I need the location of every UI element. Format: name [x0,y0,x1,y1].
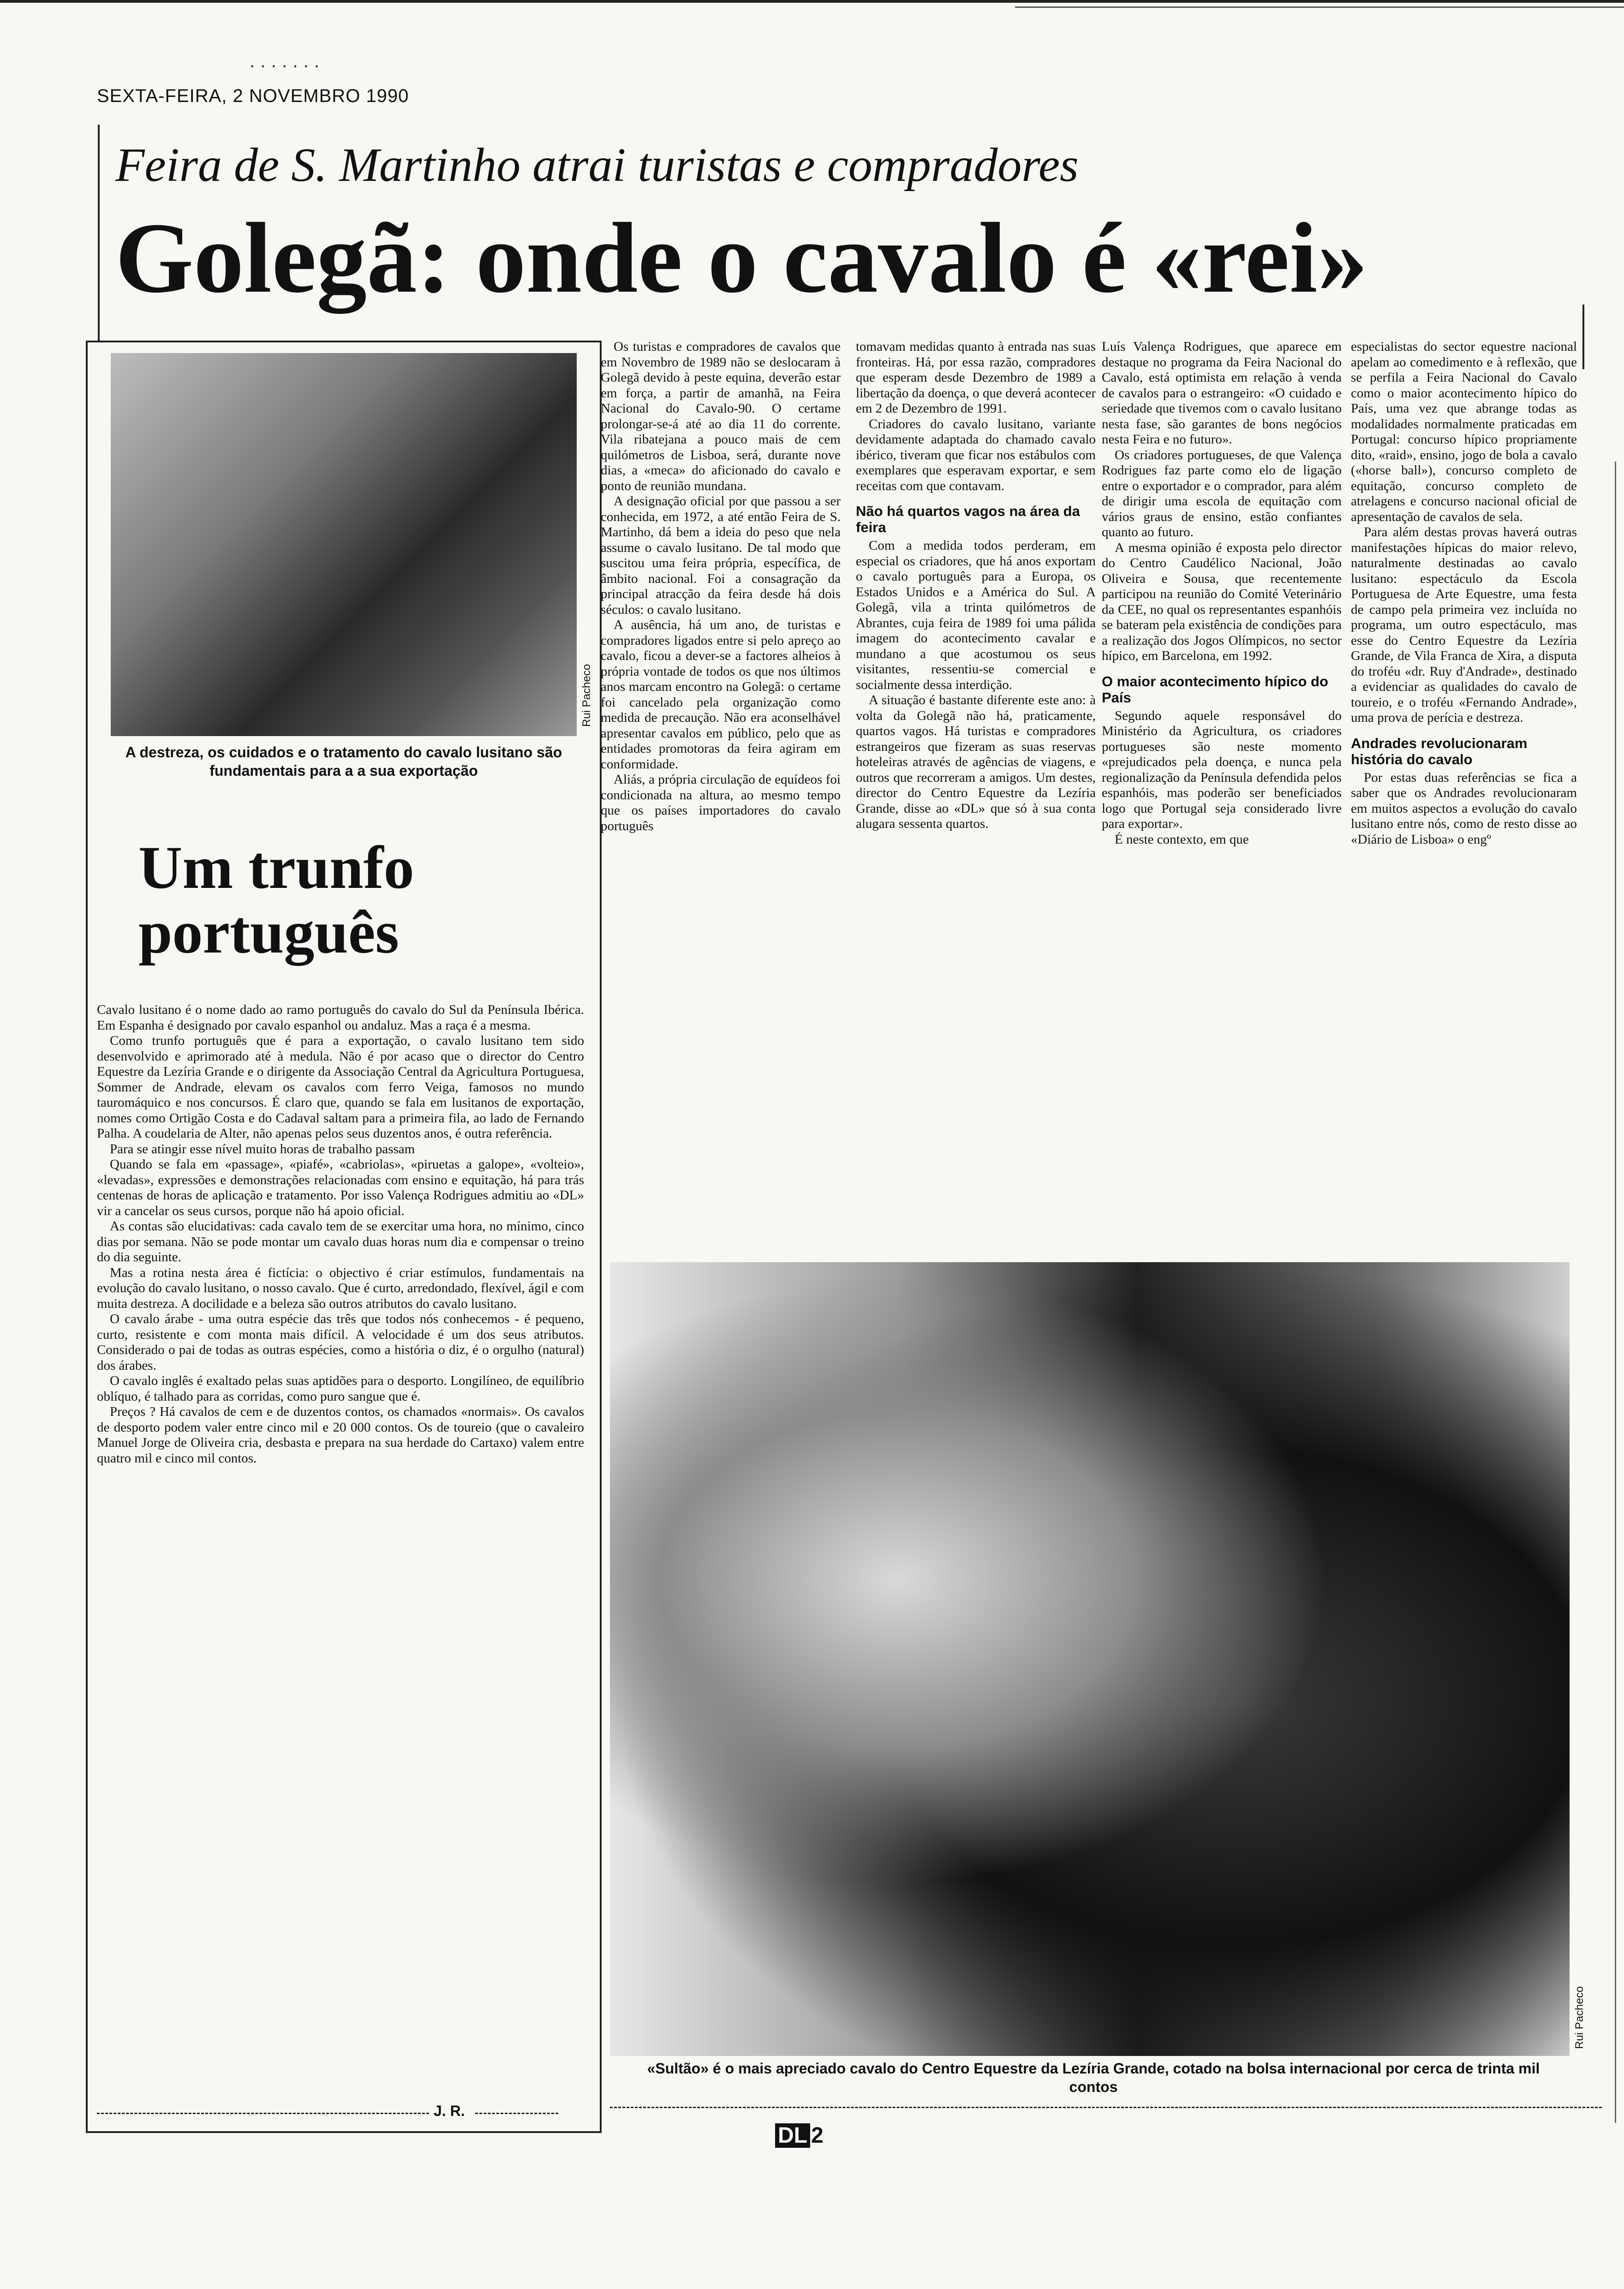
sidebar-photo-caption: A destreza, os cuidados e o tratamento do cavalo lusitano são fundamentais para a a sua exportação [125,744,562,779]
sidebar-photo-credit: Rui Pacheco [580,664,593,727]
sidebar-signature: J. R. [434,2103,465,2119]
sidebar-paragraph: Para se atingir esse nível muito horas de trabalho passam [110,1141,415,1156]
sidebar-paragraph: Como trunfo português que é para a exportação, o cavalo lusitano tem sido desenvolvido e aprimorado até à medula. Não é por acaso que o director do Centro Equestre da Lezíria Grande e o dirigente da Associação Central da Agricultura Portuguesa, Sommer de Andrade, elevam os cavalos com ferro Veiga, famosos no mundo tauromáquico e nos concursos. É claro que, quando se fala em lusitanos de exportação, nomes como Ortigão Costa e do Cadaval saltam para a primeira fila, ao lado de Fernando Palha. A coudelaria de Alter, não apenas pelos seus duzentos anos, é outra referência. [97,1033,584,1141]
article-paragraph: Aliás, a própria circulação de equídeos foi condicionada na altura, ao mesmo tempo que os países importadores do cavalo português [601,772,841,833]
article-paragraph: Para além destas provas haverá outras manifestações hípicas do maior relevo, naturalmente destinadas ao cavalo lusitano: espectáculo da Escola Portuguesa de Arte Equestre, uma festa de campo pela primeira vez incluída no programa, um outro espectáculo, mas esse do Centro Equestre da Lezíria Grande, de Vila Franca de Xira, a disputa do troféu «dr. Ruy d'Andrade», destinado a evidenciar as qualidades do cavalo de toureio, e o troféu «Fernando Andrade», uma prova de perícia e destreza. [1351,525,1577,725]
article-column-4 [1351,339,1577,1244]
article-headline: Golegã: onde o cavalo é «rei» [115,203,1368,314]
article-subheading: Não há quartos vagos na área da feira [856,503,1080,535]
article-paragraph: Os criadores portugueses, de que Valença Rodrigues faz parte como elo de ligação entre o exportador e o comprador, para além de dirigir uma escola de equitação com vários graus de ensino, estão confiantes quanto ao futuro. [1102,447,1342,539]
article-paragraph: É neste contexto, em que [1115,832,1249,847]
article-paragraph: Por estas duas referências se fica a saber que os Andrades revolucionaram em muitos aspectos a evolução do cavalo lusitano entre nós, como de resto disse ao «Diário de Lisboa» o engº [1351,770,1577,847]
headline-right-rule [1582,305,1584,369]
main-photo-bottom-dashes [610,2107,1602,2108]
sidebar-title [138,835,581,965]
article-column-2 [856,339,1096,1244]
sidebar-paragraph: O cavalo inglês é exaltado pelas suas aptidões para o desporto. Longilíneo, de equilíbrio oblíquo, é talhado para as corridas, como puro sangue que é. [97,1373,584,1404]
top-edge-rule [0,0,1624,3]
sidebar-title-line2: português [138,898,399,966]
article-paragraph: A ausência, há um ano, de turistas e compradores ligados entre si pelo apreço ao cavalo, ficou a dever-se a factores alheios à própria vontade de todos os que nos últimos anos marcam encontro na Golegã: o certame foi cancelado pela organização como medida de precaução. Não era aconselhável apresentar cavalos em público, pelo que as entidades promotoras da feira agiram em conformidade. [601,617,841,772]
sidebar-end-dashes [97,2113,429,2114]
article-paragraph: Os turistas e compradores de cavalos que em Novembro de 1989 não se deslocaram à Golegã devido à peste equina, deverão estar em força, a partir de amanhã, na Feira Nacional do Cavalo-90. O certame prolongar-se-á até ao dia 11 do corrente. Vila ribatejana a pouco mais de cem quilómetros de Lisboa, será, durante nove dias, a «meca» do aficionado do cavalo e ponto de reunião mundana. [601,339,841,493]
top-edge-rule-secondary [1015,6,1624,8]
article-paragraph: Segundo aquele responsável do Ministério da Agricultura, os criadores portugueses são neste momento «prejudicados pela doença, e nunca pela regionalização da Península defendida pelos espanhóis, mas poderão ser beneficiados logo que Portugal seja considerado livre para exportar». [1102,708,1342,831]
sidebar-paragraph: Cavalo lusitano é o nome dado ao ramo português do cavalo do Sul da Península Ibérica. Em Espanha é designado por cavalo espanhol ou andaluz. Mas a raça é a mesma. [97,1002,584,1033]
page-number-value: 2 [811,2123,824,2148]
scan-marks: · · · · · · · [249,56,320,77]
sidebar-title-line1: Um trunfo [138,833,414,901]
article-paragraph: A designação oficial por que passou a ser conhecida, em 1972, a até então Feira de S. Martinho, dá bem a ideia do peso que nela assume o cavalo lusitano. De tal modo que suscitou uma feira própria, específica, de âmbito nacional. Foi a consagração da principal atracção da feira desde há dois séculos: o cavalo lusitano. [601,494,841,617]
article-paragraph: Criadores do cavalo lusitano, variante devidamente adaptada do chamado cavalo ibérico, tiveram que ficar nos estábulos com exemplares que esperavam exportar, e sem receitas com que contavam. [856,416,1096,493]
article-paragraph: A mesma opinião é exposta pelo director do Centro Caudélico Nacional, João Oliveira e Sousa, que recentemente participou na reunião do Comité Veterinário da CEE, no qual os representantes espanhóis se bateram pela existência de condições para a realização dos Jogos Olímpicos, no sector hípico, em Barcelona, em 1992. [1102,540,1342,663]
page-number [775,2123,824,2148]
main-photo [610,1262,1570,2056]
sidebar-paragraph: As contas são elucidativas: cada cavalo tem de se exercitar uma hora, no mínimo, cinco dias por semana. Não se pode montar um cavalo duas horas num dia e compensar o treino do dia seguinte. [97,1219,584,1264]
headline-left-rule [98,125,100,342]
article-column-1 [601,339,841,1244]
article-paragraph: Luís Valença Rodrigues, que aparece em destaque no programa da Feira Nacional do Cavalo, está optimista em relação à venda de cavalos para o estrangeiro: «O cuidado e seriedade que tivemos com o cavalo lusitano nesta fase, são garantes de bons negócios nesta Feira e no futuro». [1102,339,1342,447]
main-photo-credit: Rui Pacheco [1573,1986,1586,2049]
sidebar-photo [111,353,577,736]
article-subheading: O maior acontecimento hípico do País [1102,673,1328,706]
article-subheading: Andrades revolucionaram história do cavalo [1351,735,1528,767]
article-kicker: Feira de S. Martinho atrai turistas e compradores [115,138,1079,192]
main-photo-caption: «Sultão» é o mais apreciado cavalo do Centro Equestre da Lezíria Grande, cotado na bolsa internacional por cerca de trinta mil contos [647,2060,1540,2095]
article-paragraph: especialistas do sector equestre nacional apelam ao comedimento e à reflexão, que se perfila a Feira Nacional do Cavalo como o maior acontecimento hípico do País, uma vez que abrange todas as modalidades normalmente praticadas em Portugal: concurso hípico propriamente dito, «raid», ensino, jogo de bola a cavalo («horse ball»), concurso completo de equitação, concurso completo de atrelagens e concurso nacional oficial de apresentação de cavalos de sela. [1351,339,1577,524]
sidebar-paragraph: O cavalo árabe - uma outra espécie das três que todos nós conhecemos - é pequeno, curto, resistente e com monta mais difícil. A velocidade é um dos seus atributos. Considerado o pai de todas as outras espécies, como a história o diz, é o orgulho (natural) dos árabes. [97,1312,584,1373]
sidebar-paragraph: Quando se fala em «passage», «piafé», «cabriolas», «piruetas a galope», «volteio», «levadas», expressões e demonstrações relacionadas com ensino e equitação, há para trás centenas de horas de aplicação e tratamento. Por isso Valença Rodrigues admitiu ao «DL» vir a cancelar os seus cursos, porque não há apoio oficial. [97,1157,584,1218]
article-column-3 [1102,339,1342,1244]
right-edge-fold [1615,461,1616,2123]
page-number-prefix: DL [775,2123,810,2148]
sidebar-end-dashes-right [475,2113,558,2114]
sidebar-paragraph: Preços ? Há cavalos de cem e de duzentos contos, os chamados «normais». Os cavalos de desporto podem valer entre cinco mil e 20 000 contos. Os de toureio (que o cavaleiro Manuel Jorge de Oliveira cria, desbasta e prepara na sua herdade do Cartaxo) valem entre quatro mil e cinco mil contos. [97,1404,584,1466]
sidebar-paragraph: Mas a rotina nesta área é fictícia: o objectivo é criar estímulos, fundamentais na evolução do cavalo lusitano, o nosso cavalo. Que é curto, arredondado, flexível, ágil e com muita destreza. A docilidade e a beleza são outros atributos do cavalo lusitano. [97,1265,584,1311]
dateline: SEXTA-FEIRA, 2 NOVEMBRO 1990 [97,86,409,106]
article-paragraph: A situação é bastante diferente este ano: à volta da Golegã não há, praticamente, quartos vagos. Há turistas e compradores estrangeiros que fizeram as suas reservas hoteleiras através de agências de viagens, e outros que recorreram a amigos. Um destes, director do Centro Equestre da Lezíria Grande, disse ao «DL» que só à sua conta alugara sessenta quartos. [856,693,1096,831]
article-paragraph: Com a medida todos perderam, em especial os criadores, que há anos exportam o cavalo português para a Europa, os Estados Unidos e a América do Sul. A Golegã, vila a trinta quilómetros de Abrantes, cuja feira de 1989 foi uma pálida imagem do acontecimento cavalar e mundano a que acostumou os seus visitantes, ressentiu-se comercial e socialmente dessa interdição. [856,538,1096,692]
sidebar-body [97,1002,584,2041]
article-paragraph: tomavam medidas quanto à entrada nas suas fronteiras. Há, por essa razão, compradores que esperam desde Dezembro de 1989 a libertação da doença, o que deverá acontecer em 2 de Dezembro de 1991. [856,339,1096,416]
